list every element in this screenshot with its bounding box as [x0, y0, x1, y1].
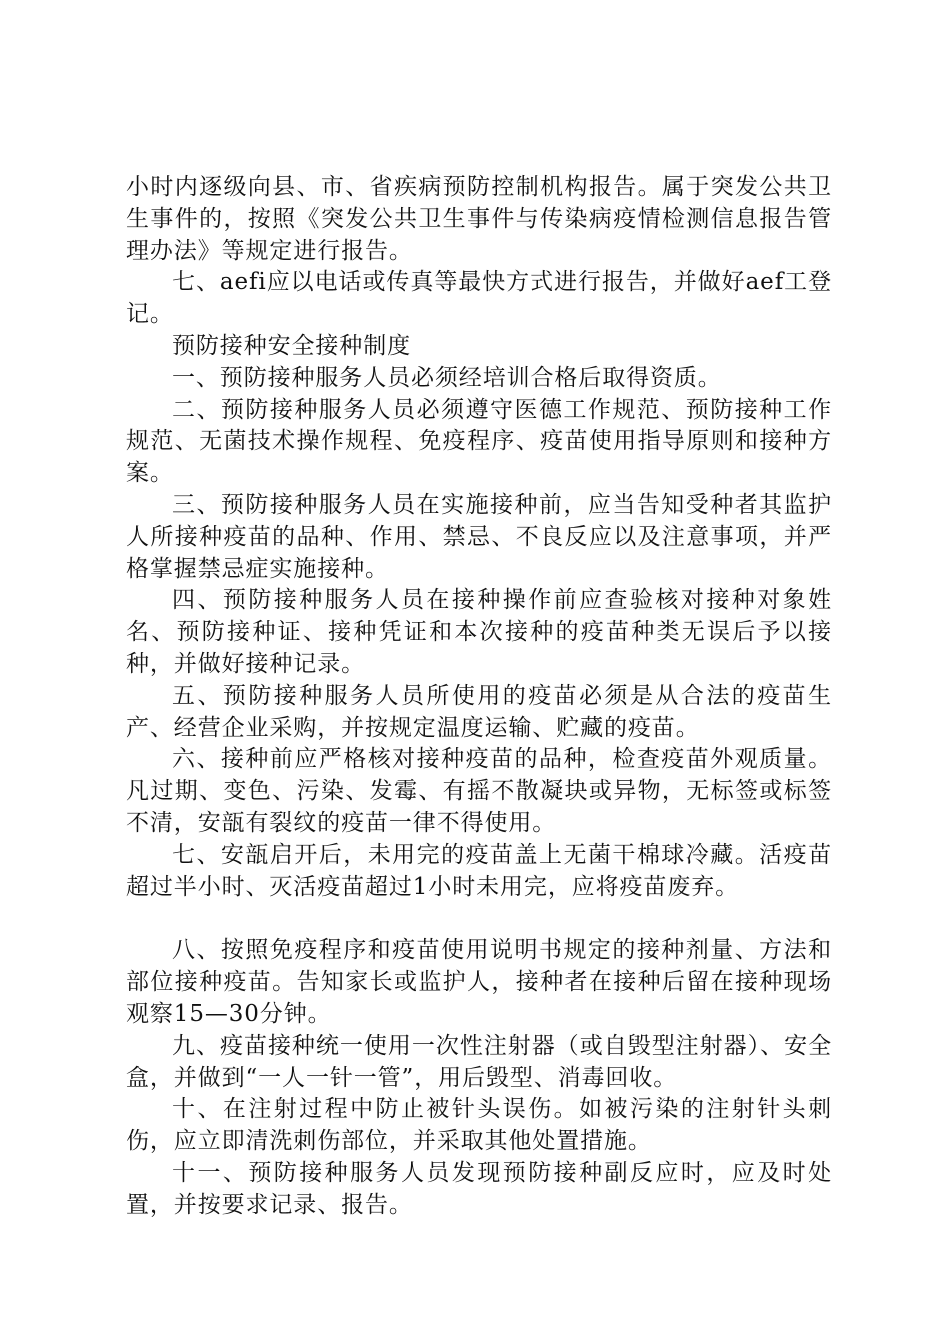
paragraph-rule-8: 八、按照免疫程序和疫苗使用说明书规定的接种剂量、方法和部位接种疫苗。告知家长或监护人，接种者在接种后留在接种现场观察15—30分钟。 [126, 937, 832, 1027]
document-body [126, 172, 832, 1222]
section-heading: 预防接种安全接种制度 [172, 332, 411, 359]
paragraph-rule-2: 二、预防接种服务人员必须遵守医德工作规范、预防接种工作规范、无菌技术操作规程、免疫程序、疫苗使用指导原则和接种方案。 [126, 396, 832, 487]
paragraph-rule-7: 七、安瓿启开后，未用完的疫苗盖上无菌干棉球冷藏。活疫苗超过半小时、灭活疫苗超过1小时未用完，应将疫苗废弃。 [126, 841, 832, 900]
paragraph-rule-9: 九、疫苗接种统一使用一次性注射器（或自毁型注射器）、安全盒，并做到“一人一针一管”，用后毁型、消毒回收。 [126, 1032, 832, 1091]
paragraph-rule-5: 五、预防接种服务人员所使用的疫苗必须是从合法的疫苗生产、经营企业采购，并按规定温度运输、贮藏的疫苗。 [126, 682, 832, 741]
paragraph-rule-4: 四、预防接种服务人员在接种操作前应查验核对接种对象姓名、预防接种证、接种凭证和本次接种的疫苗种类无误后予以接种，并做好接种记录。 [126, 587, 832, 677]
paragraph-rule-10: 十、在注射过程中防止被针头误伤。如被污染的注射针头刺伤，应立即清洗刺伤部位，并采取其他处置措施。 [126, 1096, 832, 1155]
paragraph-rule-1: 一、预防接种服务人员必须经培训合格后取得资质。 [172, 364, 722, 391]
paragraph-rule-11: 十一、预防接种服务人员发现预防接种副反应时，应及时处置，并按要求记录、报告。 [126, 1159, 832, 1218]
paragraph-rule-6: 六、接种前应严格核对接种疫苗的品种，检查疫苗外观质量。凡过期、变色、污染、发霉、有摇不散凝块或异物，无标签或标签不清，安瓿有裂纹的疫苗一律不得使用。 [126, 746, 832, 836]
paragraph-rule-3: 三、预防接种服务人员在实施接种前，应当告知受种者其监护人所接种疫苗的品种、作用、禁忌、不良反应以及注意事项，并严格掌握禁忌症实施接种。 [126, 491, 832, 582]
paragraph-aefi-report: 七、aefi应以电话或传真等最快方式进行报告，并做好aef工登记。 [126, 269, 832, 328]
paragraph-report-continued: 小时内逐级向县、市、省疾病预防控制机构报告。属于突发公共卫生事件的，按照《突发公共卫生事件与传染病疫情检测信息报告管理办法》等规定进行报告。 [126, 174, 832, 264]
